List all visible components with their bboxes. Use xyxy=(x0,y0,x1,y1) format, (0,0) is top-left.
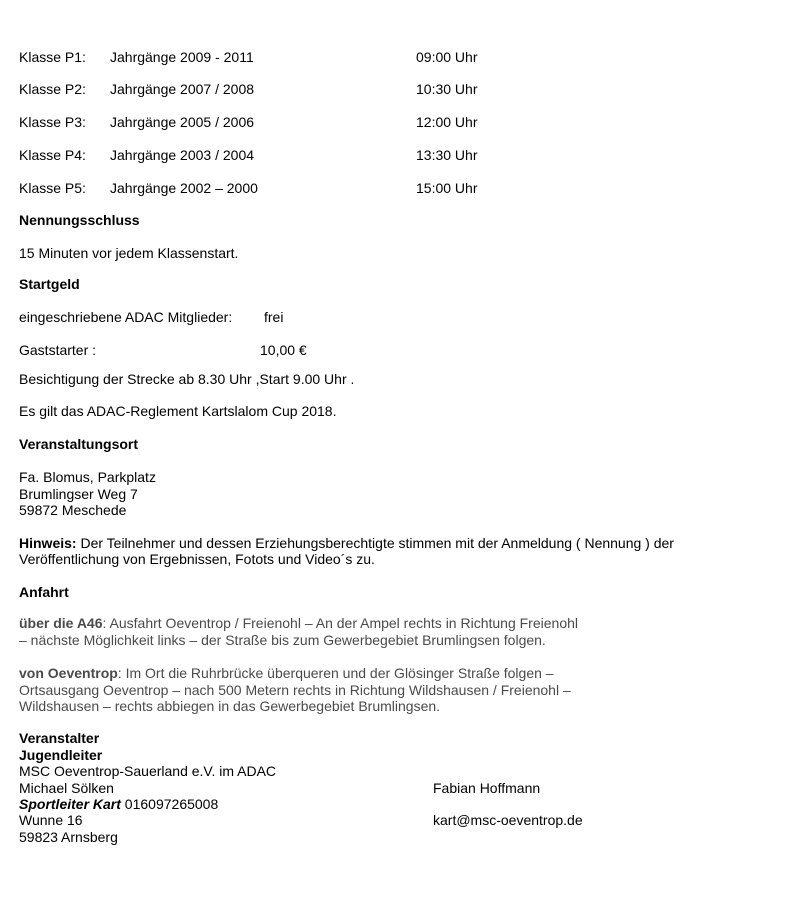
venue-line: Brumlingser Weg 7 xyxy=(19,486,138,502)
directions-oeventrop-label: von Oeventrop xyxy=(19,665,118,681)
club-name: MSC Oeventrop-Sauerland e.V. im ADAC xyxy=(19,763,277,779)
class-label: Klasse P4: xyxy=(19,147,86,163)
directions-oeventrop-line: Ortsausgang Oeventrop – nach 500 Metern rechts in Richtung Wildshausen / Freienohl – xyxy=(19,682,571,698)
class-years: Jahrgänge 2007 / 2008 xyxy=(110,81,255,97)
class-time: 10:30 Uhr xyxy=(416,81,478,97)
guest-fee-value: 10,00 € xyxy=(260,342,307,358)
class-years: Jahrgänge 2009 - 2011 xyxy=(110,49,254,65)
sport-leader-line xyxy=(19,796,218,813)
youth-leader-label: Jugendleiter xyxy=(19,747,103,763)
members-fee-value: frei xyxy=(264,309,284,325)
class-years: Jahrgänge 2005 / 2006 xyxy=(110,114,255,130)
class-years: Jahrgänge 2002 – 2000 xyxy=(110,180,258,196)
guest-fee-label: Gaststarter : xyxy=(19,342,97,358)
organizer-street: Wunne 16 xyxy=(19,812,83,828)
inspection-text: Besichtigung der Strecke ab 8.30 Uhr ,Start 9.00 Uhr . xyxy=(19,371,355,387)
notice-line: Veröffentlichung von Ergebnissen, Fotots und Video´s zu. xyxy=(19,551,375,567)
venue-line: 59872 Meschede xyxy=(19,502,127,518)
members-fee-label: eingeschriebene ADAC Mitglieder: xyxy=(19,309,233,325)
directions-oeventrop-line: Wildshausen – rechts abbiegen in das Gewerbegebiet Brumlingsen. xyxy=(19,698,441,714)
section-heading-nennungsschluss: Nennungsschluss xyxy=(19,212,140,228)
notice-text: Der Teilnehmer und dessen Erziehungsberechtigte stimmen mit der Anmeldung ( Nennung ) der xyxy=(76,535,674,551)
organizer-city: 59823 Arnsberg xyxy=(19,829,118,845)
class-time: 13:30 Uhr xyxy=(416,147,478,163)
class-label: Klasse P1: xyxy=(19,49,86,65)
nennungsschluss-text: 15 Minuten vor jedem Klassenstart. xyxy=(19,245,239,261)
directions-a46-text: : Ausfahrt Oeventrop / Freienohl – An der Ampel rechts in Richtung Freienohl xyxy=(102,615,578,631)
organizer-person: Michael Sölken xyxy=(19,780,114,796)
directions-oeventrop-line xyxy=(19,665,554,682)
section-heading-venue: Veranstaltungsort xyxy=(19,436,139,452)
section-heading-directions: Anfahrt xyxy=(19,584,69,600)
class-label: Klasse P5: xyxy=(19,180,86,196)
notice-label: Hinweis: xyxy=(19,535,77,551)
class-time: 12:00 Uhr xyxy=(416,114,478,130)
directions-a46-label: über die A46 xyxy=(19,615,103,631)
rules-text: Es gilt das ADAC-Reglement Kartslalom Cup 2018. xyxy=(19,403,337,419)
notice-line xyxy=(19,535,674,552)
directions-a46-line xyxy=(19,615,578,632)
sport-leader-phone: 016097265008 xyxy=(120,796,219,812)
class-label: Klasse P3: xyxy=(19,114,86,130)
contact-email: kart@msc-oeventrop.de xyxy=(433,812,583,828)
section-heading-organizer: Veranstalter xyxy=(19,730,100,746)
directions-a46-line: – nächste Möglichkeit links – der Straße bis zum Gewerbegebiet Brumlingsen folgen. xyxy=(19,632,546,648)
venue-line: Fa. Blomus, Parkplatz xyxy=(19,469,156,485)
sport-leader-label: Sportleiter Kart xyxy=(19,796,121,812)
class-years: Jahrgänge 2003 / 2004 xyxy=(110,147,255,163)
class-time: 15:00 Uhr xyxy=(416,180,478,196)
directions-oeventrop-text: : Im Ort die Ruhrbrücke überqueren und der Glösinger Straße folgen – xyxy=(117,665,554,681)
contact-name: Fabian Hoffmann xyxy=(433,780,541,796)
class-time: 09:00 Uhr xyxy=(416,49,478,65)
section-heading-startgeld: Startgeld xyxy=(19,276,80,292)
class-label: Klasse P2: xyxy=(19,81,86,97)
